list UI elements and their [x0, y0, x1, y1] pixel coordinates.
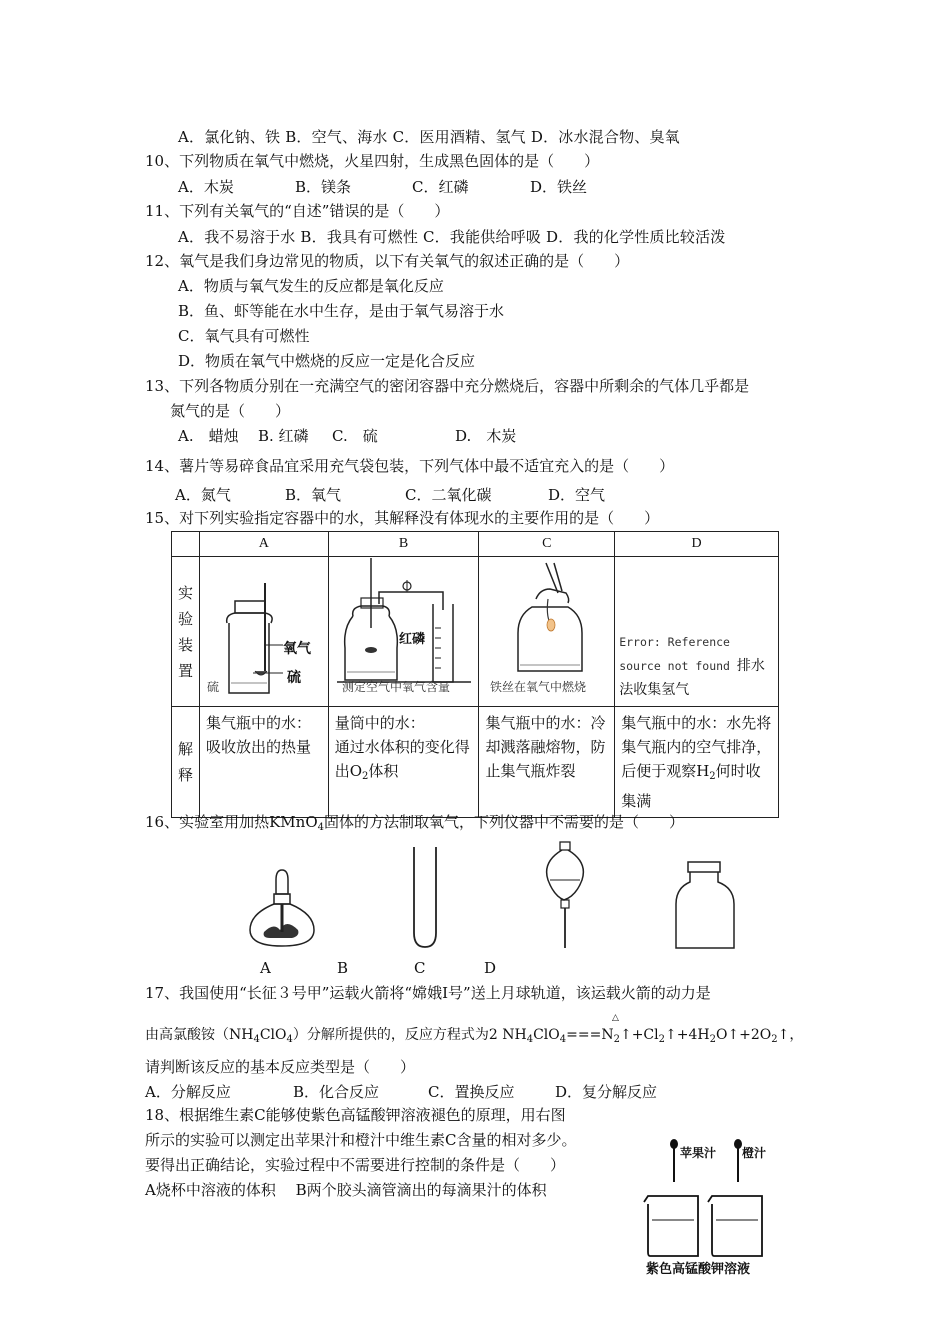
q18-label-solution: 紫色高锰酸钾溶液 — [646, 1262, 751, 1277]
q9-options: A．氯化钠、铁 B．空气、海水 C．医用酒精、氢气 D．冰水混合物、臭氧 — [178, 128, 680, 146]
q17-equation: 由高氯酸铵$(NH_4ClO_4)$分解所提供的，反应方程式为2 $NH_4ClO_4===N_2↑+Cl_2↑+4H_2O↑+2O_2↑$， — [145, 1027, 804, 1045]
q13-option-a: A. 蜡烛 — [178, 427, 239, 445]
q13-stem-line2: 氮气的是（ ） — [170, 402, 291, 420]
q16-label-c: C — [414, 959, 426, 977]
q11-stem: 11、下列有关氧气的“自述”错误的是（ ） — [145, 202, 450, 220]
q12-option-a: A．物质与氧气发生的反应都是氧化反应 — [178, 277, 444, 295]
q10-option-a: A．木炭 — [178, 178, 234, 196]
q15-explain-label: 解 释 — [172, 707, 200, 818]
q18-label-orange-juice: 橙汁 — [742, 1146, 767, 1160]
q15-device-c-drawing — [510, 563, 600, 683]
q14-option-a: A．氮气 — [175, 486, 231, 504]
test-tube-icon — [410, 845, 440, 950]
q17-heat-symbol: △ — [612, 1013, 619, 1023]
q18-line3: 要得出正确结论，实验过程中不需要进行控制的条件是（ ） — [145, 1156, 566, 1174]
q15-a-label-oxygen: 氧气 — [283, 641, 311, 657]
q15-d-error-text: Error: Reference source not found — [619, 635, 730, 673]
q15-corner-cell — [172, 532, 200, 557]
q16-label-d: D — [484, 959, 497, 977]
q15-device-b-drawing — [335, 558, 475, 688]
q13-option-b: B. 红磷 — [258, 427, 309, 445]
separatory-funnel-icon — [540, 840, 590, 950]
q15-explain-c: 集气瓶中的水：冷却溅落融熔物，防止集气瓶炸裂 — [479, 707, 615, 818]
q15-b-caption: 测定空气中氧气含量 — [342, 680, 451, 694]
q13-option-c: C. 硫 — [332, 427, 378, 445]
q10-stem: 10、下列物质在氧气中燃烧，火星四射，生成黑色固体的是（ ） — [145, 152, 600, 170]
q12-stem: 12、氧气是我们身边常见的物质，以下有关氧气的叙述正确的是（ ） — [145, 252, 630, 270]
q18-label-apple-juice: 苹果汁 — [680, 1146, 717, 1160]
q12-option-b: B．鱼、虾等能在水中生存，是由于氧气易溶于水 — [178, 302, 505, 320]
q17-question: 请判断该反应的基本反应类型是（ ） — [145, 1058, 416, 1076]
q15-col-d: D — [615, 532, 779, 557]
q15-col-c: C — [479, 532, 615, 557]
q18-line1: 18、根据维生素C能够使紫色高锰酸钾溶液褪色的原理，用右图 — [145, 1106, 566, 1124]
q16-label-a: A — [260, 959, 271, 977]
q14-stem: 14、薯片等易碎食品宜采用充气袋包装，下列气体中最不适宜充入的是（ ） — [145, 457, 675, 475]
q16-stem: 16、实验室用加热KMnO$_4$固体的方法制取氧气，下列仪器中不需要的是（ ） — [145, 813, 685, 833]
q15-explain-d: 集气瓶中的水：水先将集气瓶内的空气排净，后便于观察$H_2$何时收集满 — [615, 707, 779, 818]
gas-collecting-bottle-icon — [670, 860, 740, 952]
q10-option-c: C．红磷 — [412, 178, 469, 196]
q15-header-row — [172, 532, 779, 557]
q17-stem: 17、我国使用“长征３号甲”运载火箭将“嫦娥Ⅰ号”送上月球轨道，该运载火箭的动力是 — [145, 984, 711, 1002]
q15-explain-a: 集气瓶中的水：吸收放出的热量 — [199, 707, 328, 818]
q14-option-b: B．氧气 — [285, 486, 342, 504]
q15-explain-row — [172, 707, 779, 818]
q13-option-d: D. 木炭 — [455, 427, 517, 445]
q15-b-label-red-phosphorus: 红磷 — [399, 632, 426, 647]
q12-option-c: C．氧气具有可燃性 — [178, 327, 310, 345]
q15-c-caption: 铁丝在氧气中燃烧 — [490, 680, 587, 694]
q15-explain-b: 量筒中的水： 通过水体积的变化得出$O_2$体积 — [328, 707, 479, 818]
q16-label-b: B — [337, 959, 349, 977]
q17-option-a: A．分解反应 — [145, 1083, 231, 1101]
alcohol-lamp-icon — [240, 870, 320, 955]
q17-option-b: B．化合反应 — [293, 1083, 380, 1101]
q15-a-label-sulfur: 硫 — [287, 670, 301, 686]
q14-option-c: C．二氧化碳 — [405, 486, 492, 504]
q17-option-d: D．复分解反应 — [555, 1083, 658, 1101]
q15-col-a: A — [199, 532, 328, 557]
q14-option-d: D．空气 — [548, 486, 606, 504]
q15-device-d — [615, 557, 779, 707]
q12-option-d: D．物质在氧气中燃烧的反应一定是化合反应 — [178, 352, 476, 370]
q17-option-c: C．置换反应 — [428, 1083, 515, 1101]
q15-a-caption: 硫 — [207, 680, 220, 694]
q15-col-b: B — [328, 532, 479, 557]
q18-line2: 所示的实验可以测定出苹果汁和橙汁中维生素C含量的相对多少。 — [145, 1131, 577, 1149]
q11-options: A．我不易溶于水 B．我具有可燃性 C．我能供给呼吸 D．我的化学性质比较活泼 — [178, 228, 726, 246]
q10-option-d: D．铁丝 — [530, 178, 588, 196]
q15-device-label: 实 验 装 置 — [172, 557, 200, 707]
q10-option-b: B．镁条 — [295, 178, 352, 196]
q18-line4: A烧杯中溶液的体积 B两个胶头滴管滴出的每滴果汁的体积 — [145, 1181, 547, 1199]
q13-stem-line1: 13、下列各物质分别在一充满空气的密闭容器中充分燃烧后，容器中所剩余的气体几乎都是 — [145, 377, 750, 395]
q15-d-device-text: 排水法收集氢气 — [619, 658, 765, 698]
q15-stem: 15、对下列实验指定容器中的水，其解释没有体现水的主要作用的是（ ） — [145, 509, 660, 527]
